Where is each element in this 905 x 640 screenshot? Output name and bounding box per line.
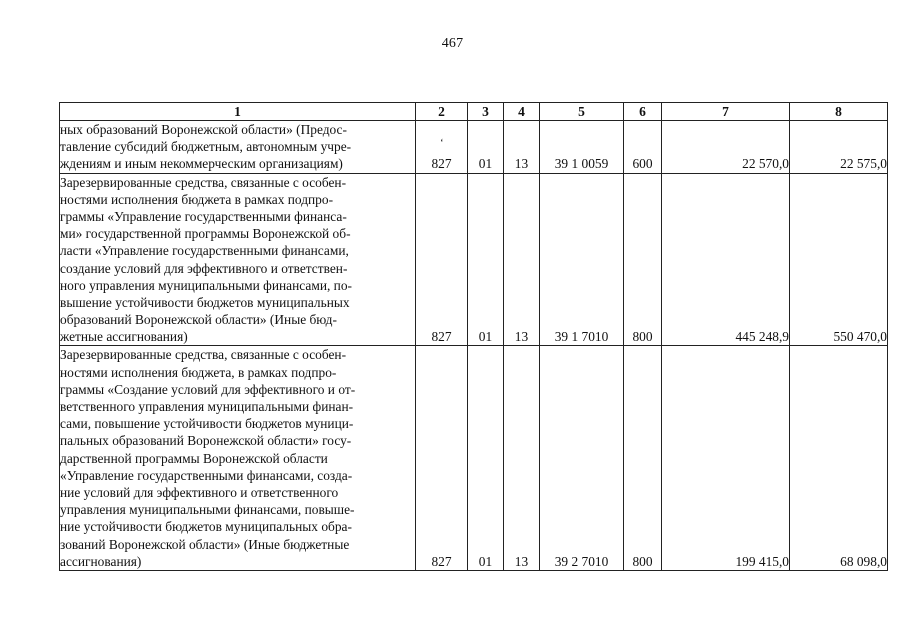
row-description — [60, 173, 416, 346]
cell-amount-2: 68 098,0 — [790, 346, 888, 570]
description-line: «Управление государственными финансами, созда- — [60, 467, 353, 483]
page-number: 467 — [441, 36, 464, 51]
description-line: ние условий для эффективного и ответственного — [60, 484, 339, 500]
description-line: жетные ассигнования) — [60, 329, 188, 345]
description-line: Зарезервированные средства, связанные с особен- — [60, 347, 347, 363]
description-line: сами, повышение устойчивости бюджетов муници- — [60, 416, 354, 432]
column-header: 8 — [790, 103, 888, 121]
description-line: ние устойчивости бюджетов муниципальных обра- — [60, 519, 352, 535]
description-line: создание условий для эффективного и ответствен- — [60, 260, 348, 276]
cell-section: 01 — [468, 121, 504, 174]
cell-code — [416, 121, 468, 174]
description-line: ного управления муниципальными финансами, по- — [60, 277, 352, 293]
row-description — [60, 121, 416, 174]
description-line: дарственной программы Воронежской области — [60, 450, 328, 466]
column-header: 3 — [468, 103, 504, 121]
description-line: ми» государственной программы Воронежской об- — [60, 226, 351, 242]
description-line: ждениям и иным некоммерческим организациям) — [60, 156, 343, 172]
description-line: ветственного управления муниципальными финан- — [60, 399, 354, 414]
scan-mark: ‘ — [440, 137, 444, 149]
description-line: образований Воронежской области» (Иные бюд- — [60, 312, 337, 328]
cell-amount-1: 199 415,0 — [662, 346, 790, 570]
table-row — [60, 173, 888, 346]
cell-subsection: 13 — [504, 121, 540, 174]
cell-subsection: 13 — [504, 346, 540, 570]
table-header-row — [60, 103, 888, 121]
cell-expense-type: 600 — [624, 121, 662, 174]
cell-target: 39 1 0059 — [540, 121, 624, 174]
column-header: 7 — [662, 103, 790, 121]
cell-code: 827 — [416, 173, 468, 346]
code-value: 827 — [431, 156, 452, 172]
budget-table — [59, 102, 888, 571]
row-description — [60, 346, 416, 570]
description-line: ностями исполнения бюджета в рамках подпро- — [60, 191, 334, 207]
description-line: ностями исполнения бюджета, в рамках подпро- — [60, 364, 337, 380]
description-line: Зарезервированные средства, связанные с особен- — [60, 174, 347, 190]
cell-amount-1: 22 570,0 — [662, 121, 790, 174]
description-line: пальных образований Воронежской области» госу- — [60, 433, 352, 449]
description-line: вышение устойчивости бюджетов муниципальных — [60, 294, 350, 310]
cell-expense-type: 800 — [624, 173, 662, 346]
cell-subsection: 13 — [504, 173, 540, 346]
cell-code: 827 — [416, 346, 468, 570]
description-line: ассигнования) — [60, 553, 142, 569]
cell-amount-2: 550 470,0 — [790, 173, 888, 346]
cell-amount-1: 445 248,9 — [662, 173, 790, 346]
description-line: управления муниципальными финансами, повыше- — [60, 502, 355, 518]
cell-target: 39 2 7010 — [540, 346, 624, 570]
cell-amount-2: 22 575,0 — [790, 121, 888, 174]
description-line: ных образований Воронежской области» (Предос- — [60, 122, 347, 137]
column-header: 5 — [540, 103, 624, 121]
description-line: тавление субсидий бюджетным, автономным учре- — [60, 139, 352, 155]
description-line: граммы «Управление государственными финанса- — [60, 208, 347, 224]
cell-expense-type: 800 — [624, 346, 662, 570]
cell-section: 01 — [468, 173, 504, 346]
table-row — [60, 346, 888, 570]
column-header: 4 — [504, 103, 540, 121]
cell-section: 01 — [468, 346, 504, 570]
cell-target: 39 1 7010 — [540, 173, 624, 346]
column-header: 2 — [416, 103, 468, 121]
description-line: граммы «Создание условий для эффективного и от- — [60, 381, 356, 397]
column-header: 6 — [624, 103, 662, 121]
description-line: зований Воронежской области» (Иные бюджетные — [60, 536, 350, 552]
description-line: ласти «Управление государственными финансами, — [60, 243, 349, 259]
table-row — [60, 121, 888, 174]
column-header: 1 — [60, 103, 416, 121]
